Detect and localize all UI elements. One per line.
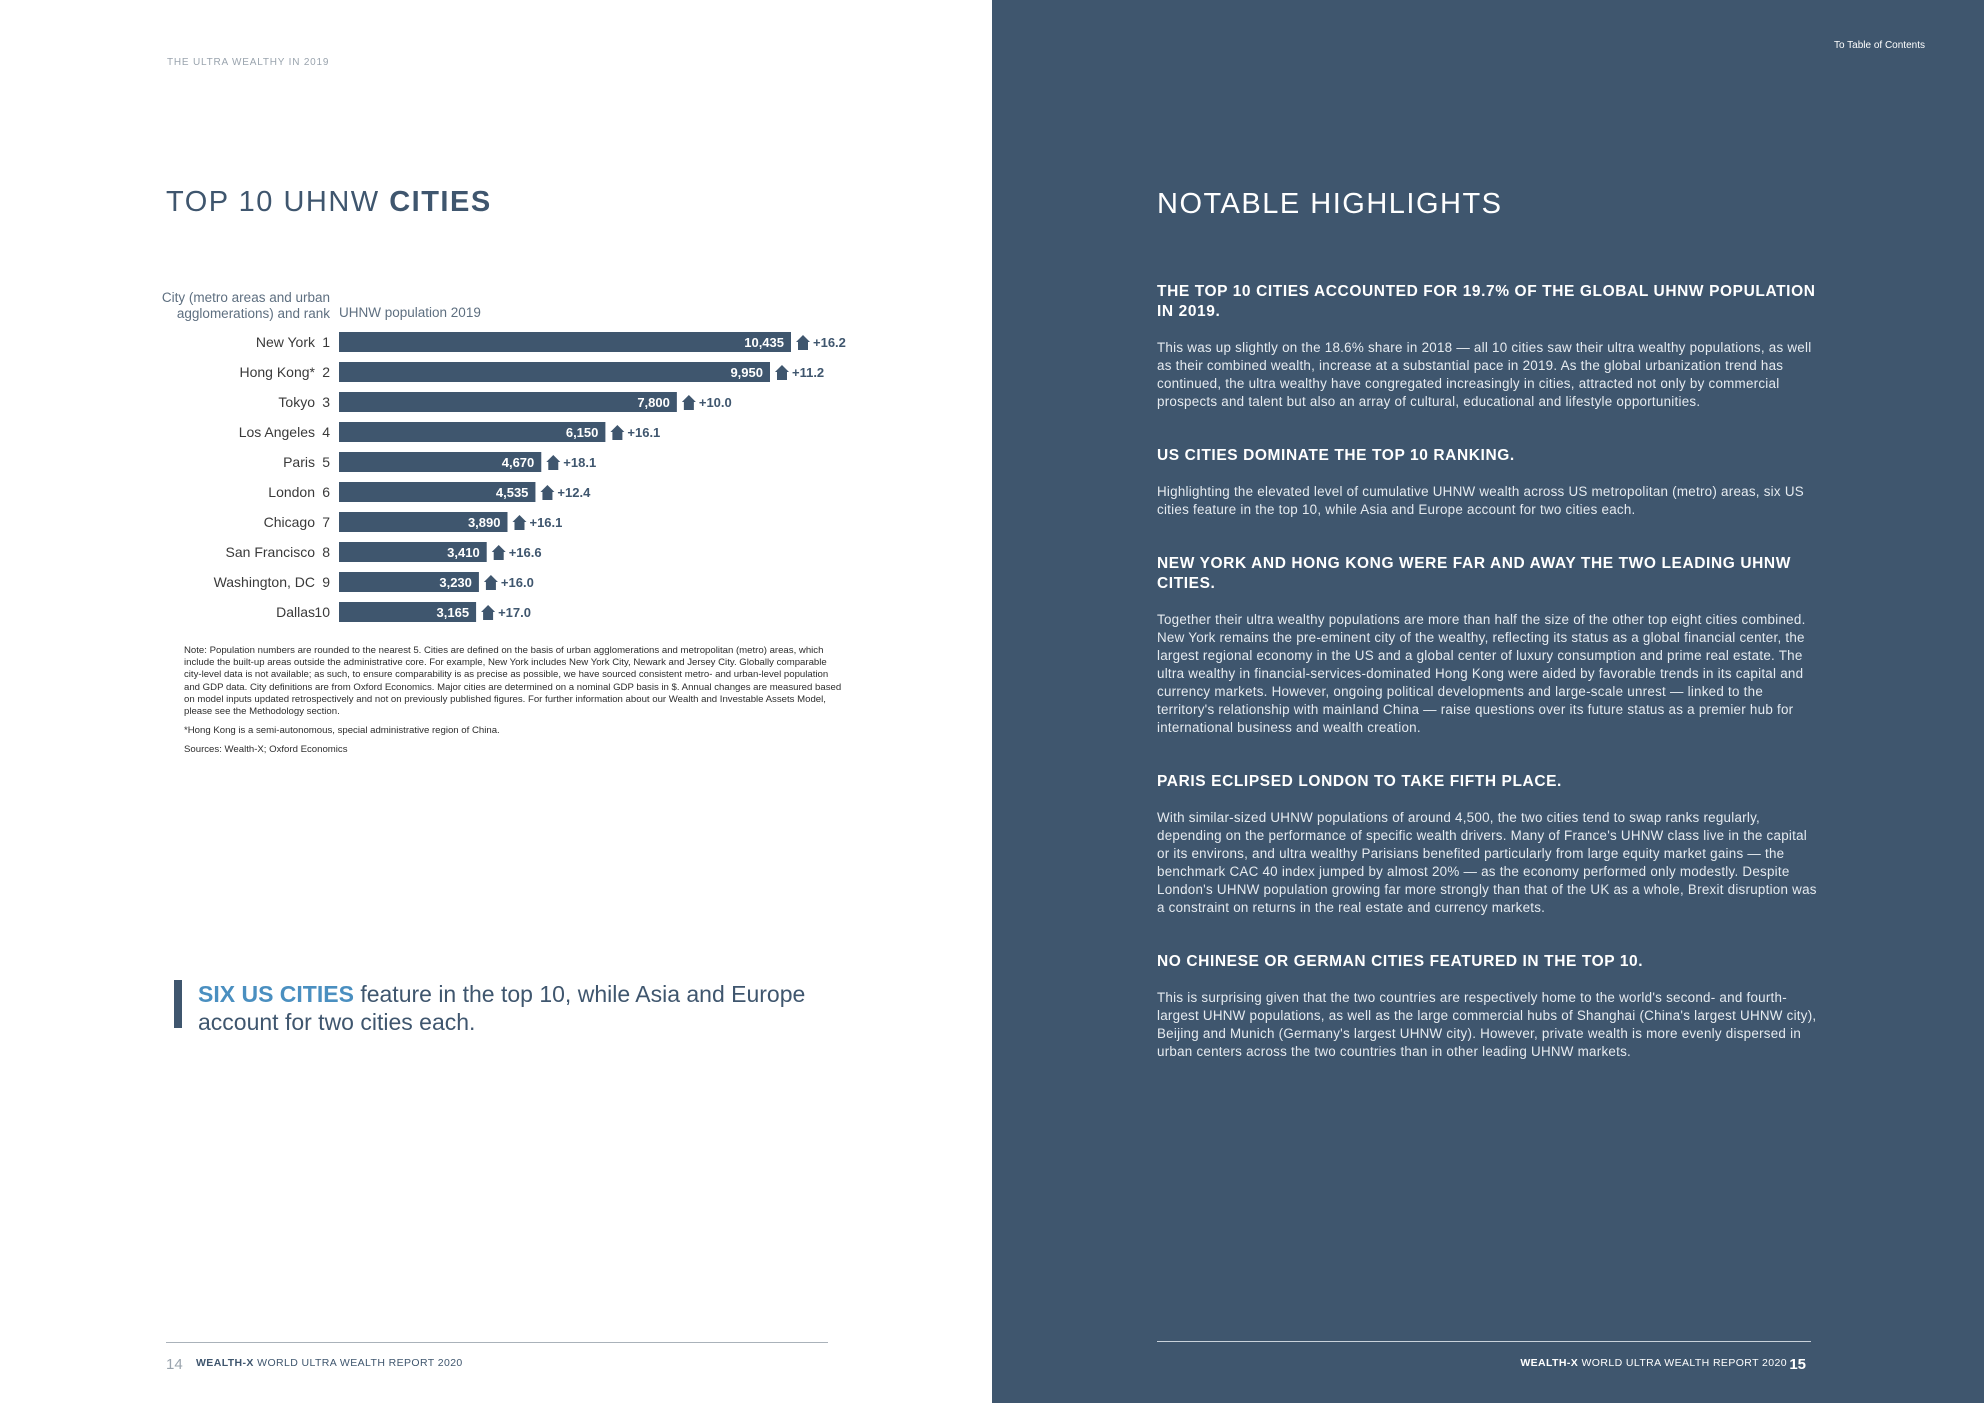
city-label: Chicago (263, 514, 315, 530)
note-sources: Sources: Wealth-X; Oxford Economics (184, 744, 348, 756)
house-arrow-up-icon (546, 455, 560, 470)
rank-label: 4 (322, 424, 330, 440)
highlight-section (1157, 446, 1822, 519)
highlight-section (1157, 282, 1822, 411)
house-arrow-up-icon (610, 425, 624, 440)
highlight-body: This is surprising given that the two countries are respectively home to the world's second- and fourth-largest UHNW populations, as well as the large commercial hubs of Shanghai (China's largest UHNW city), Beijing and Munich (Germany's largest UHNW city). However, private wealth is more evenly dispersed in urban centers across the two countries than in other leading UHNW markets. (1157, 990, 1817, 1059)
house-arrow-up-icon (484, 575, 498, 590)
footer-title: WORLD ULTRA WEALTH REPORT 2020 (1578, 1357, 1787, 1369)
value-label: 4,535 (495, 485, 529, 500)
rank-label: 1 (322, 334, 330, 350)
footer-rule (166, 1342, 828, 1343)
rank-label: 6 (322, 484, 330, 500)
city-label: Los Angeles (238, 424, 315, 440)
note-hong-kong: *Hong Kong is a semi-autonomous, special administrative region of China. (184, 725, 500, 737)
highlight-section (1157, 554, 1822, 737)
house-arrow-up-icon (796, 335, 810, 350)
change-label: +16.0 (500, 575, 534, 590)
highlight-heading: US CITIES DOMINATE THE TOP 10 RANKING. (1157, 447, 1515, 464)
highlight-section (1157, 772, 1822, 917)
chart-notes (184, 645, 844, 764)
highlight-body: With similar-sized UHNW populations of around 4,500, the two cities tend to swap ranks regularly, depending on the performance of specific wealth drivers. Many of France's UHNW class live in the capital or its environs, and ultra wealthy Parisians benefited particularly from large equity market gains — the benchmark CAC 40 index jumped by almost 20% — as the economy performed only modestly. Despite London's UHNW population growing far more strongly than that of the UK as a whole, Brexit disruption was a constraint on returns in the real estate and currency markets. (1157, 810, 1817, 915)
value-label: 7,800 (637, 395, 670, 410)
change-label: +12.4 (557, 485, 591, 500)
value-label: 10,435 (744, 335, 784, 350)
city-label: Washington, DC (213, 574, 315, 590)
title-bold: CITIES (389, 186, 492, 218)
right-page (992, 0, 1984, 1403)
house-arrow-up-icon (481, 605, 495, 620)
bar (339, 362, 770, 382)
house-arrow-up-icon (512, 515, 526, 530)
highlight-heading: NO CHINESE OR GERMAN CITIES FEATURED IN THE TOP 10. (1157, 953, 1644, 970)
pull-quote (174, 980, 814, 1036)
city-label: London (268, 484, 315, 500)
pull-quote-rest: feature in the top 10, while Asia and Europe account for two cities each. (198, 981, 806, 1035)
rank-label: 7 (322, 514, 330, 530)
city-label: Paris (283, 454, 315, 470)
footer-report-title (196, 1357, 463, 1369)
pull-quote-text (198, 980, 814, 1036)
house-arrow-up-icon (492, 545, 506, 560)
title-plain: TOP 10 UHNW (166, 186, 390, 218)
table-of-contents-link[interactable]: To Table of Contents (1834, 40, 1925, 51)
change-label: +16.2 (813, 335, 846, 350)
rank-label: 9 (322, 574, 330, 590)
city-label: San Francisco (225, 544, 315, 560)
change-label: +16.6 (508, 545, 542, 560)
column-header-city: City (metro areas and urban agglomerations) and rank (161, 290, 330, 321)
house-arrow-up-icon (682, 395, 696, 410)
highlight-heading: NEW YORK AND HONG KONG WERE FAR AND AWAY THE TWO LEADING UHNW CITIES. (1157, 555, 1791, 592)
footer-brand: WEALTH-X (196, 1357, 254, 1369)
value-label: 3,165 (436, 605, 470, 620)
value-label: 3,410 (447, 545, 480, 560)
uhnw-cities-bar-chart (0, 0, 992, 640)
highlight-heading: PARIS ECLIPSED LONDON TO TAKE FIFTH PLACE. (1157, 773, 1562, 790)
highlight-body: Together their ultra wealthy populations are more than half the size of the other top eight cities combined. New York remains the pre-eminent city of the wealthy, reflecting its status as a global financial center, the largest regional economy in the US and a global center of luxury consumption and prime real estate. The ultra wealthy in financial-services-dominated Hong Kong were aided by favorable trends in its capital and currency markets. However, ongoing political developments and large-scale unrest — linked to the territory's relationship with mainland China — raise questions over its future status as a premier hub for international business and wealth creation. (1157, 612, 1806, 735)
footer-title: WORLD ULTRA WEALTH REPORT 2020 (253, 1357, 463, 1369)
rank-label: 3 (322, 394, 330, 410)
note-methodology: Note: Population numbers are rounded to the nearest 5. Cities are defined on the basis of urban agglomerations and metropolitan (metro) areas, which include the built-up areas outside the administrative core. For example, New York includes New York City, Newark and Jersey City. Globally comparable city-level data is not available; as such, to ensure comparability is as precise as possible, we have sourced consistent metro- and urban-level population and GDP data. City definitions are from Oxford Economics. Major cities are determined on a nominal GDP basis in $. Annual changes are measured based on model inputs updated retrospectively and not on previously published figures. For further information about our Wealth and Investable Assets Model, please see the Methodology section. (184, 645, 842, 718)
change-label: +11.2 (791, 365, 825, 380)
highlight-body: This was up slightly on the 18.6% share in 2018 — all 10 cities saw their ultra wealthy populations, as well as their combined wealth, increase at a substantial pace in 2019. As the global urbanization trend has continued, the ultra wealthy have congregated increasingly in cities, attracted not only by commercial prospects and talent but also an array of cultural, educational and lifestyle opportunities. (1157, 340, 1812, 409)
page-number: 14 (166, 1356, 183, 1373)
rank-label: 2 (322, 364, 330, 380)
bar (339, 392, 677, 412)
footer-brand: WEALTH-X (1520, 1357, 1579, 1369)
value-label: 9,950 (730, 365, 763, 380)
house-arrow-up-icon (540, 485, 554, 500)
rank-label: 5 (322, 454, 330, 470)
pull-quote-bar (174, 980, 182, 1028)
running-head: THE ULTRA WEALTHY IN 2019 (167, 57, 330, 68)
bar (339, 332, 791, 352)
city-label: Hong Kong* (239, 364, 315, 380)
city-label: New York (255, 334, 315, 350)
highlight-body: Highlighting the elevated level of cumulative UHNW wealth across US metropolitan (metro) areas, six US cities feature in the top 10, while Asia and Europe account for two cities each. (1157, 484, 1804, 517)
change-label: +17.0 (498, 605, 532, 620)
house-arrow-up-icon (775, 365, 789, 380)
highlight-section (1157, 952, 1822, 1061)
city-label: Tokyo (278, 394, 315, 410)
page-number: 15 (1789, 1356, 1806, 1373)
change-label: +16.1 (529, 515, 563, 530)
rank-label: 10 (314, 604, 330, 620)
value-label: 3,890 (467, 515, 501, 530)
highlight-heading: THE TOP 10 CITIES ACCOUNTED FOR 19.7% OF THE GLOBAL UHNW POPULATION IN 2019. (1157, 283, 1816, 320)
change-label: +16.1 (627, 425, 661, 440)
value-label: 3,230 (439, 575, 472, 590)
city-label: Dallas (276, 604, 315, 620)
column-header-population: UHNW population 2019 (339, 305, 481, 320)
highlights-title: NOTABLE HIGHLIGHTS (1157, 188, 1503, 220)
value-label: 6,150 (565, 425, 599, 440)
highlights-sections (1157, 282, 1822, 1096)
change-label: +18.1 (563, 455, 597, 470)
pull-quote-highlight: SIX US CITIES (198, 981, 354, 1007)
change-label: +10.0 (698, 395, 732, 410)
value-label: 4,670 (501, 455, 535, 470)
footer-report-title (1520, 1357, 1787, 1369)
rank-label: 8 (322, 544, 330, 560)
footer-rule (1157, 1341, 1811, 1342)
